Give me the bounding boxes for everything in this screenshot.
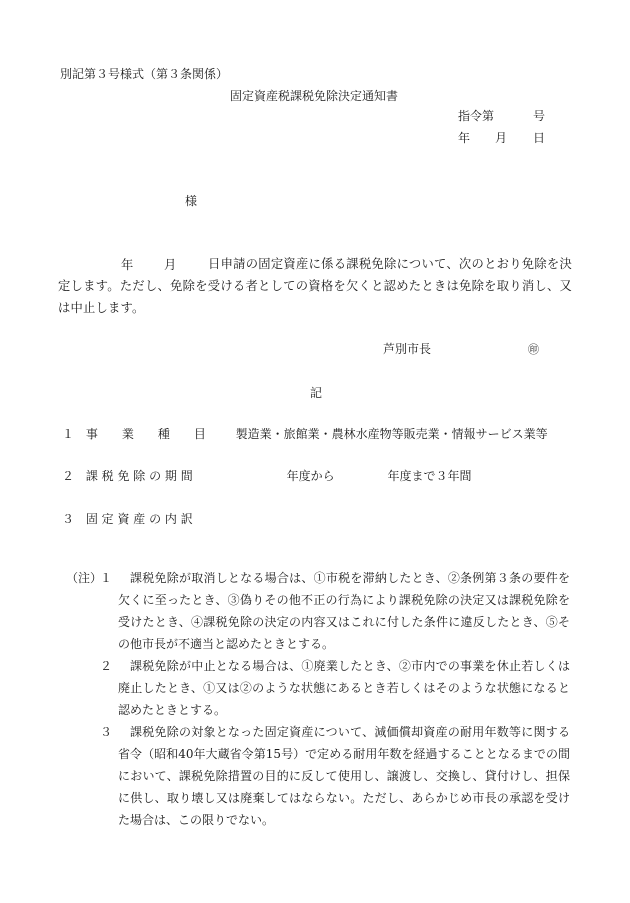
item-value: 製造業・旅館業・農林水産物等販売業・情報サービス業等: [235, 427, 548, 441]
note-number: １: [100, 571, 113, 585]
body-year: 年: [121, 258, 134, 272]
item-number: １: [62, 427, 75, 441]
note-item: 課税免除が取消しとなる場合は、①市税を滞納したとき、②条例第３条の要件を欠くに至ったとき、③偽りその他不正の行為により課税免除の決定又は課税免除を受けたとき、④課税免除の決定の内容又はこれに付した条件に違反したとき、⑤その他市長が不適当と認めたときとする。: [118, 571, 570, 651]
date-month: 月: [495, 131, 508, 145]
item-number: ３: [62, 512, 75, 526]
item-label: 固 定 資 産 の 内 訳: [85, 512, 193, 526]
issuer-name: 芦別市長: [383, 342, 432, 356]
item-exemption-period: [62, 470, 472, 482]
item-label: 課 税 免 除 の 期 間: [85, 469, 193, 483]
date-year: 年: [458, 131, 471, 145]
item-value-from: 年度から: [286, 469, 335, 483]
addressee-honorific: 様: [185, 194, 198, 208]
ki-heading: 記: [310, 386, 323, 400]
note-number: ２: [100, 659, 113, 673]
form-label: 別記第３号様式（第３条関係）: [60, 67, 229, 81]
date-day: 日: [533, 131, 546, 145]
notes-header: （注）: [66, 571, 103, 585]
note-item: 課税免除が中止となる場合は、①廃業したとき、②市内での事業を休止若しくは廃止したとき、①又は②のような状態にあるとき若しくはそのような状態になると認めたときとする。: [118, 659, 570, 717]
note-number: ３: [100, 725, 113, 739]
item-asset-breakdown: [62, 513, 193, 525]
directive-label: 指令第: [458, 109, 495, 123]
body-month: 月: [164, 258, 177, 272]
seal-mark: ㊞: [528, 343, 539, 356]
note-item: 課税免除の対象となった固定資産について、減価償却資産の耐用年数等に関する省令（昭和40年大蔵省令第15号）で定める耐用年数を経過することとなるまでの間において、課税免除措置の目的に反して使用し、譲渡し、交換し、貸付けし、担保に供し、取り壊し又は廃棄してはならない。ただし、あらかじめ市長の承認を受けた場合は、この限りでない。: [118, 725, 570, 827]
item-value-to: 年度まで３年間: [387, 469, 472, 483]
item-business-type: [62, 428, 548, 440]
body-paragraph: 日申請の固定資産に係る課税免除について、次のとおり免除を決定します。ただし、免除を受ける者としての資格を欠くと認めたときは免除を取り消し、又は中止します。: [58, 257, 572, 315]
number-suffix: 号: [533, 109, 546, 123]
item-label: 事 業 種 目: [85, 427, 206, 441]
document-title: 固定資産税課税免除決定通知書: [230, 89, 399, 103]
item-number: ２: [62, 469, 75, 483]
